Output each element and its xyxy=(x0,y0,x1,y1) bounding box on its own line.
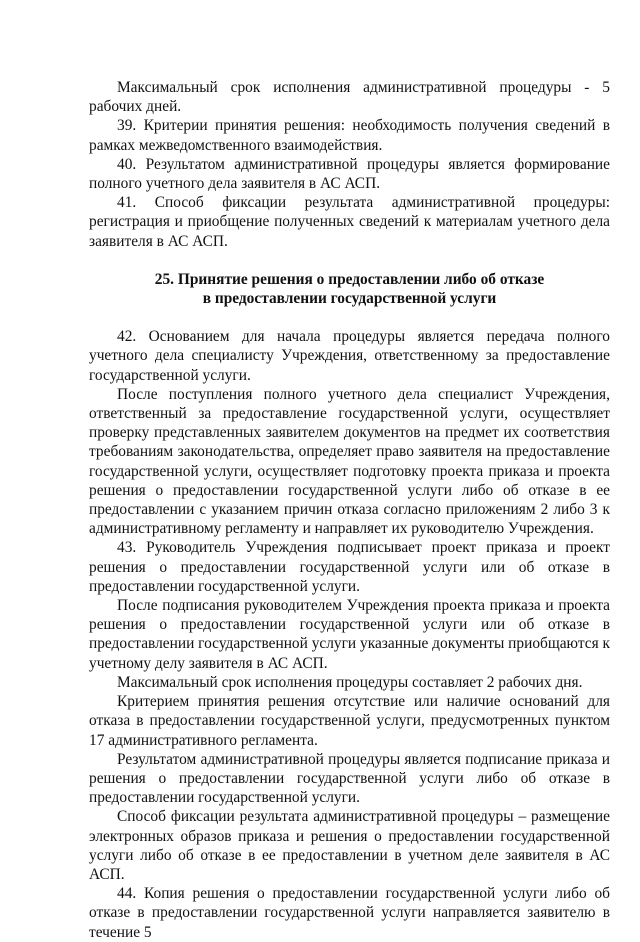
paragraph-39: 39. Критерии принятия решения: необходимость получения сведений в рамках межведомственного взаимодействия. xyxy=(89,117,610,154)
paragraph-42: 42. Основанием для начала процедуры является передача полного учетного дела специалисту Учреждения, ответственному за предоставление государственной услуги. xyxy=(89,328,610,384)
paragraph-41: 41. Способ фиксации результата административной процедуры: регистрация и приобщение полученных сведений к материалам учетного дела заявителя в АС АСП. xyxy=(89,194,610,250)
paragraph-specialist-review: После поступления полного учетного дела специалист Учреждения, ответственный за предоставление государственной услуги, осуществляет проверку представленных заявителем документов на предмет их соответствия требованиям законодательства, определяет право заявителя на предоставление государственной услуги, осуществляет подготовку проекта приказа и проекта решения о предоставлении государственной услуги либо об отказе в ее предоставлении с указанием причин отказа согласно приложениям 2 либо 3 к административному регламенту и направляет их руководителю Учреждения. xyxy=(89,385,610,538)
section-heading-line-2: в предоставлении государственной услуги xyxy=(202,290,497,308)
paragraph-after-signing: После подписания руководителем Учреждения проекта приказа и проекта решения о предоставлении государственной услуги или об отказе в предоставлении государственной услуги указанные документы приобщаются к учетному делу заявителя в АС АСП. xyxy=(89,597,611,672)
paragraph-fixation-method: Способ фиксации результата административной процедуры – размещение электронных образов приказа и решения о предоставлении государственной услуги либо об отказе в ее предоставлении в учетном деле заявителя в АС АСП. xyxy=(89,808,610,883)
paragraph-procedure-result: Результатом административной процедуры является подписание приказа и решения о предоставлении государственной услуги либо об отказе в предоставлении государственной услуги. xyxy=(89,750,610,807)
section-heading-25 xyxy=(89,251,610,327)
paragraph-44: 44. Копия решения о предоставлении государственной услуги либо об отказе в предоставлении государственной услуги направляется заявителю в течение 5 xyxy=(89,885,610,941)
section-heading-line-1: 25. Принятие решения о предоставлении либо об отказе xyxy=(154,270,545,288)
document-page xyxy=(89,78,610,942)
paragraph-40: 40. Результатом административной процедуры является формирование полного учетного дела заявителя в АС АСП. xyxy=(89,155,610,193)
paragraph-decision-criterion: Критерием принятия решения отсутствие или наличие оснований для отказа в предоставлении государственной услуги, предусмотренных пунктом 17 административного регламента. xyxy=(89,693,610,749)
paragraph-max-term-2-days: Максимальный срок исполнения процедуры составляет 2 рабочих дня. xyxy=(117,673,583,691)
paragraph-43: 43. Руководитель Учреждения подписывает проект приказа и проект решения о предоставлении государственной услуги или об отказе в предоставлении государственной услуги. xyxy=(89,539,610,595)
paragraph-max-term-5-days: Максимальный срок исполнения административной процедуры - 5 рабочих дней. xyxy=(89,79,610,116)
